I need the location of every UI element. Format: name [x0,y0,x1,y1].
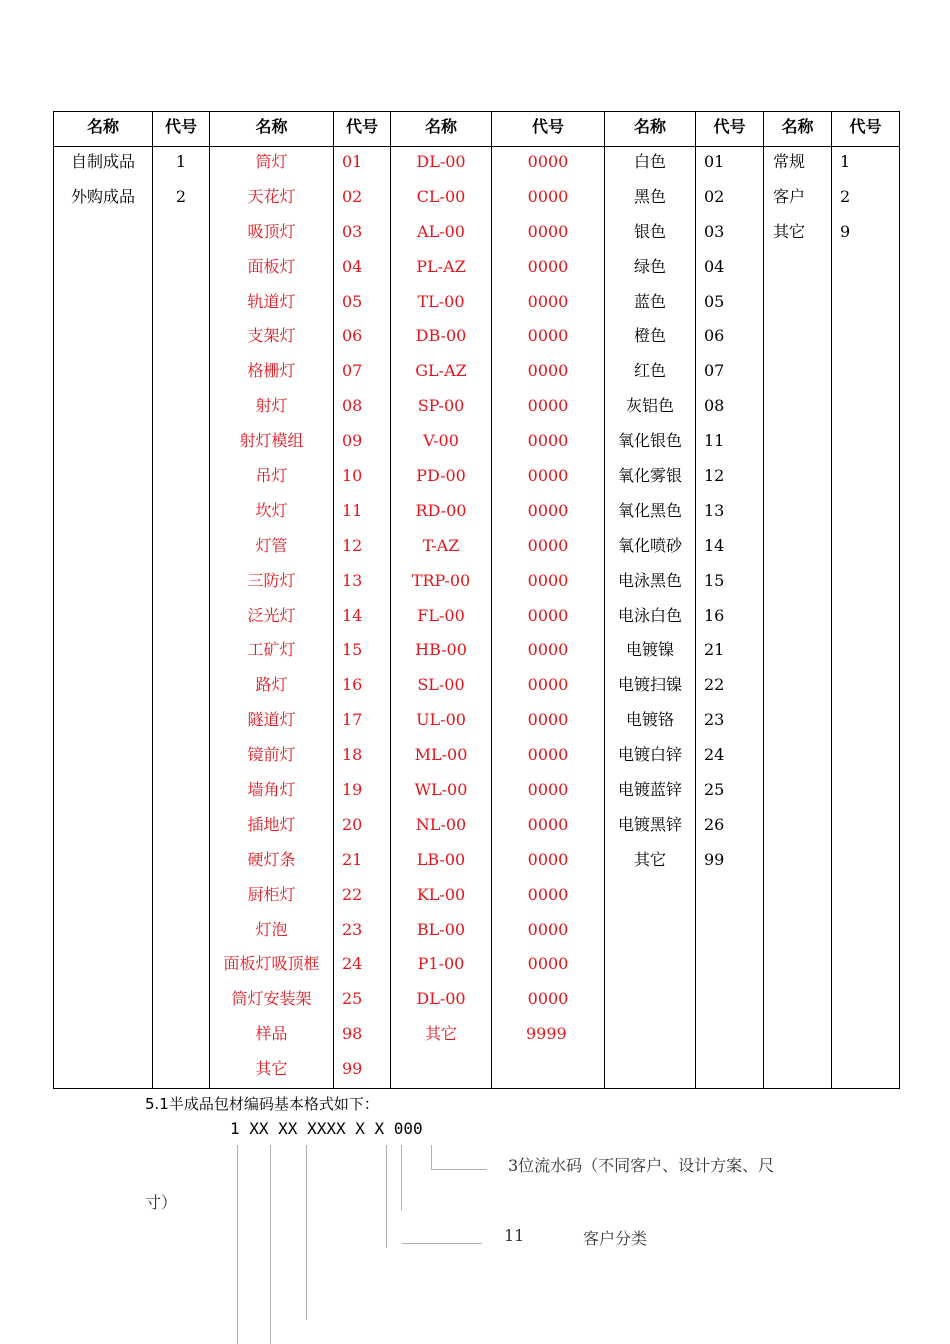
table-cell-name: 白色 [633,152,666,171]
table-cell-name: 筒灯 [255,152,288,171]
table-cell-code: 0000 [527,431,569,451]
table-cell-name: 格栅灯 [247,361,296,381]
table-cell-code: 2 [840,186,851,206]
table-cell-code: 26 [704,814,725,834]
table-cell-code: 16 [704,605,725,625]
lamp-type-code-column [342,148,390,1090]
serial-number-description-cont: 寸） [145,1193,178,1212]
color-name-column [605,148,695,881]
col-border [53,111,54,1089]
table-cell-name: 自制成品 [70,152,135,171]
table-cell-code: 0000 [527,500,569,520]
table-cell-name: ML-00 [414,745,468,765]
table-cell-name: 灯管 [255,535,288,555]
table-cell-code: 0000 [527,814,569,834]
table-cell-code: 09 [342,431,363,451]
table-cell-code: 99 [342,1059,363,1079]
table-cell-code: 01 [342,152,363,171]
table-cell-name: NL-00 [415,814,467,834]
table-cell-name: 其它 [773,221,806,241]
table-cell-code: 0000 [527,605,569,625]
table-cell-name: KL-00 [416,884,466,904]
col-border [333,111,334,1089]
table-cell-code: 0000 [527,780,569,800]
table-cell-code: 0000 [527,326,569,346]
table-cell-code: 1 [175,152,187,171]
table-cell-code: 0000 [527,884,569,904]
table-cell-name: V-00 [423,431,459,451]
table-cell-name: LB-00 [416,849,466,869]
product-source-name-column [54,148,152,218]
table-cell-code: 01 [704,152,725,171]
table-cell-code: 17 [342,710,363,730]
table-cell-code: 03 [704,221,725,241]
table-cell-code: 0000 [527,291,569,311]
table-cell-code: 13 [704,500,725,520]
table-cell-name: TL-00 [417,291,465,311]
table-cell-code: 0000 [527,919,569,939]
table-cell-name: BL-00 [416,919,466,939]
table-cell-code: 0000 [527,361,569,381]
table-cell-name: 坎灯 [255,500,288,520]
table-cell-code: 11 [342,500,363,520]
table-cell-code: 0000 [527,675,569,695]
table-cell-code: 04 [704,256,725,276]
leader-arm [431,1169,487,1170]
table-cell-name: 三防灯 [247,570,296,590]
table-cell-name: 电镀蓝锌 [617,780,682,800]
table-cell-name: 红色 [633,361,666,381]
table-cell-code: 23 [342,919,363,939]
header-name: 名称 [86,117,119,136]
customer-class-label: 客户分类 [583,1229,648,1248]
table-cell-code: 16 [342,675,363,695]
table-cell-name: 天花灯 [247,186,296,206]
col-border [152,111,153,1089]
table-cell-name: 电泳黑色 [617,570,682,590]
table-cell-name: 电镀黑锌 [617,814,682,834]
table-cell-name: 面板灯吸顶框 [223,954,320,974]
table-cell-name: SL-00 [417,675,465,695]
table-cell-name: 绿色 [633,256,666,276]
table-cell-name: CL-00 [416,186,466,206]
table-cell-name: 氧化黑色 [617,500,682,520]
table-cell-name: 轨道灯 [247,291,296,311]
table-header-divider [53,146,900,147]
table-cell-code: 05 [704,291,725,311]
table-cell-code: 25 [342,989,363,1009]
table-cell-code: 02 [704,186,725,206]
header-name: 名称 [633,117,666,136]
table-cell-code: 24 [342,954,363,974]
table-cell-name: 支架灯 [247,326,296,346]
leader-line [386,1145,387,1248]
table-cell-name: 橙色 [633,326,666,346]
table-cell-name: DB-00 [415,326,467,346]
table-cell-code: 0000 [527,570,569,590]
table-cell-name: 氧化银色 [617,431,682,451]
table-cell-code: 0000 [527,221,569,241]
table-cell-code: 1 [840,152,851,171]
table-cell-name: 射灯模组 [239,431,304,451]
table-cell-code: 23 [704,710,725,730]
table-cell-name: PL-AZ [416,256,466,276]
section-heading: 5.1半成品包材编码基本格式如下： [145,1095,379,1113]
leader-arm [402,1243,482,1244]
table-cell-name: 银色 [633,221,666,241]
customer-type-name-column [773,148,831,253]
table-cell-code: 19 [342,780,363,800]
leader-line [306,1145,307,1320]
table-cell-code: 15 [704,570,725,590]
table-cell-name: DL-00 [416,989,466,1009]
color-code-column [704,148,763,881]
table-cell-code: 04 [342,256,363,276]
table-cell-code: 9 [840,221,851,241]
table-cell-name: 泛光灯 [247,605,296,625]
table-cell-name: 墙角灯 [247,780,296,800]
table-cell-name: 吊灯 [255,466,288,486]
col-border [831,111,832,1089]
table-cell-name: 外购成品 [70,186,135,206]
table-cell-code: 99 [704,849,725,869]
table-cell-code: 06 [704,326,725,346]
table-cell-name: 客户 [773,186,806,206]
table-cell-code: 03 [342,221,363,241]
table-cell-name: 电镀白锌 [617,745,682,765]
table-cell-code: 0000 [527,396,569,416]
table-cell-name: 其它 [633,849,666,869]
table-cell-code: 98 [342,1024,363,1044]
table-cell-name: UL-00 [416,710,466,730]
table-cell-name: 样品 [255,1024,288,1044]
table-cell-code: 22 [342,884,363,904]
table-cell-name: 蓝色 [633,291,666,311]
table-cell-name: 射灯 [255,396,288,416]
table-cell-code: 0000 [527,186,569,206]
table-cell-name: 灯泡 [255,919,288,939]
header-name: 名称 [781,117,814,136]
table-cell-code: 14 [342,605,363,625]
col-border [899,111,900,1089]
table-cell-name: SP-00 [417,396,465,416]
table-cell-name: 氧化雾银 [617,466,682,486]
table-cell-name: 电镀扫镍 [617,675,682,695]
table-cell-code: 9999 [526,1024,567,1044]
leader-line [270,1145,271,1344]
table-cell-name: T-AZ [422,535,460,555]
leader-line [237,1145,238,1344]
table-cell-code: 0000 [527,954,569,974]
table-cell-code: 0000 [527,256,569,276]
table-cell-code: 0000 [527,745,569,765]
table-cell-name: 面板灯 [247,256,296,276]
table-cell-code: 07 [342,361,363,381]
table-cell-name: P1-00 [417,954,465,974]
col-border [695,111,696,1089]
table-cell-name: 插地灯 [247,814,296,834]
table-cell-name: PD-00 [416,466,466,486]
table-cell-name: RD-00 [415,500,467,520]
table-cell-name: AL-00 [417,221,465,241]
table-cell-code: 08 [704,396,725,416]
table-cell-name: 硬灯条 [247,849,296,869]
table-cell-code: 24 [704,745,725,765]
table-cell-name: 吸顶灯 [247,221,296,241]
table-cell-name: DL-00 [416,152,466,171]
table-cell-name: 其它 [424,1024,457,1044]
table-cell-code: 0000 [527,535,569,555]
leader-line [401,1145,402,1210]
table-cell-name: 电镀镍 [625,640,674,660]
table-cell-name: 工矿灯 [247,640,296,660]
header-code: 代号 [713,117,746,136]
col-border [763,111,764,1089]
table-cell-name: 镜前灯 [247,745,296,765]
table-cell-code: 0000 [527,989,569,1009]
header-code: 代号 [345,117,378,136]
customer-type-code-column [840,148,899,253]
table-cell-name: TRP-00 [411,570,471,590]
table-cell-name: FL-00 [417,605,465,625]
table-cell-name: 筒灯安装架 [231,989,312,1009]
table-cell-name: 隧道灯 [247,710,296,730]
header-name: 名称 [255,117,288,136]
table-cell-name: WL-00 [414,780,468,800]
table-cell-code: 0000 [527,466,569,486]
leader-line [431,1145,432,1169]
table-cell-name: GL-AZ [415,361,467,381]
table-cell-code: 20 [342,814,363,834]
table-cell-name: 常规 [773,152,806,171]
model-prefix-column [391,148,491,1055]
table-cell-name: HB-00 [415,640,467,660]
table-cell-code: 02 [342,186,363,206]
table-bottom-border [53,1088,900,1089]
table-cell-code: 08 [342,396,363,416]
header-code: 代号 [849,117,882,136]
table-cell-name: 路灯 [255,675,288,695]
serial-number-description: 3位流水码（不同客户、设计方案、尺 [508,1156,775,1175]
table-cell-code: 0000 [527,152,569,171]
table-cell-code: 21 [704,640,725,660]
table-cell-code: 0000 [527,849,569,869]
table-cell-code: 14 [704,535,725,555]
table-cell-code: 06 [342,326,363,346]
table-cell-name: 其它 [255,1059,288,1079]
product-source-code-column [153,148,209,218]
lamp-type-name-column [210,148,333,1090]
table-cell-code: 2 [175,186,187,206]
table-cell-code: 0000 [527,710,569,730]
header-code: 代号 [531,117,564,136]
table-cell-name: 氧化喷砂 [617,535,682,555]
table-cell-code: 13 [342,570,363,590]
header-name: 名称 [424,117,457,136]
table-cell-code: 11 [704,431,725,451]
table-cell-code: 25 [704,780,725,800]
table-cell-code: 12 [704,466,725,486]
table-cell-code: 07 [704,361,725,381]
code-format: 1 XX XX XXXX X X 000 [230,1119,423,1138]
model-code-column [492,148,604,1055]
customer-class-code: 11 [504,1226,525,1245]
header-code: 代号 [164,117,197,136]
table-cell-code: 22 [704,675,725,695]
table-cell-code: 10 [342,466,363,486]
table-cell-name: 电镀铬 [625,710,674,730]
table-cell-code: 0000 [527,640,569,660]
table-cell-name: 厨柜灯 [247,884,296,904]
table-cell-code: 12 [342,535,363,555]
table-cell-code: 05 [342,291,363,311]
table-cell-name: 黑色 [633,186,666,206]
table-cell-name: 电泳白色 [617,605,682,625]
table-cell-code: 15 [342,640,363,660]
table-cell-code: 21 [342,849,363,869]
table-cell-name: 灰铝色 [625,396,674,416]
table-cell-code: 18 [342,745,363,765]
